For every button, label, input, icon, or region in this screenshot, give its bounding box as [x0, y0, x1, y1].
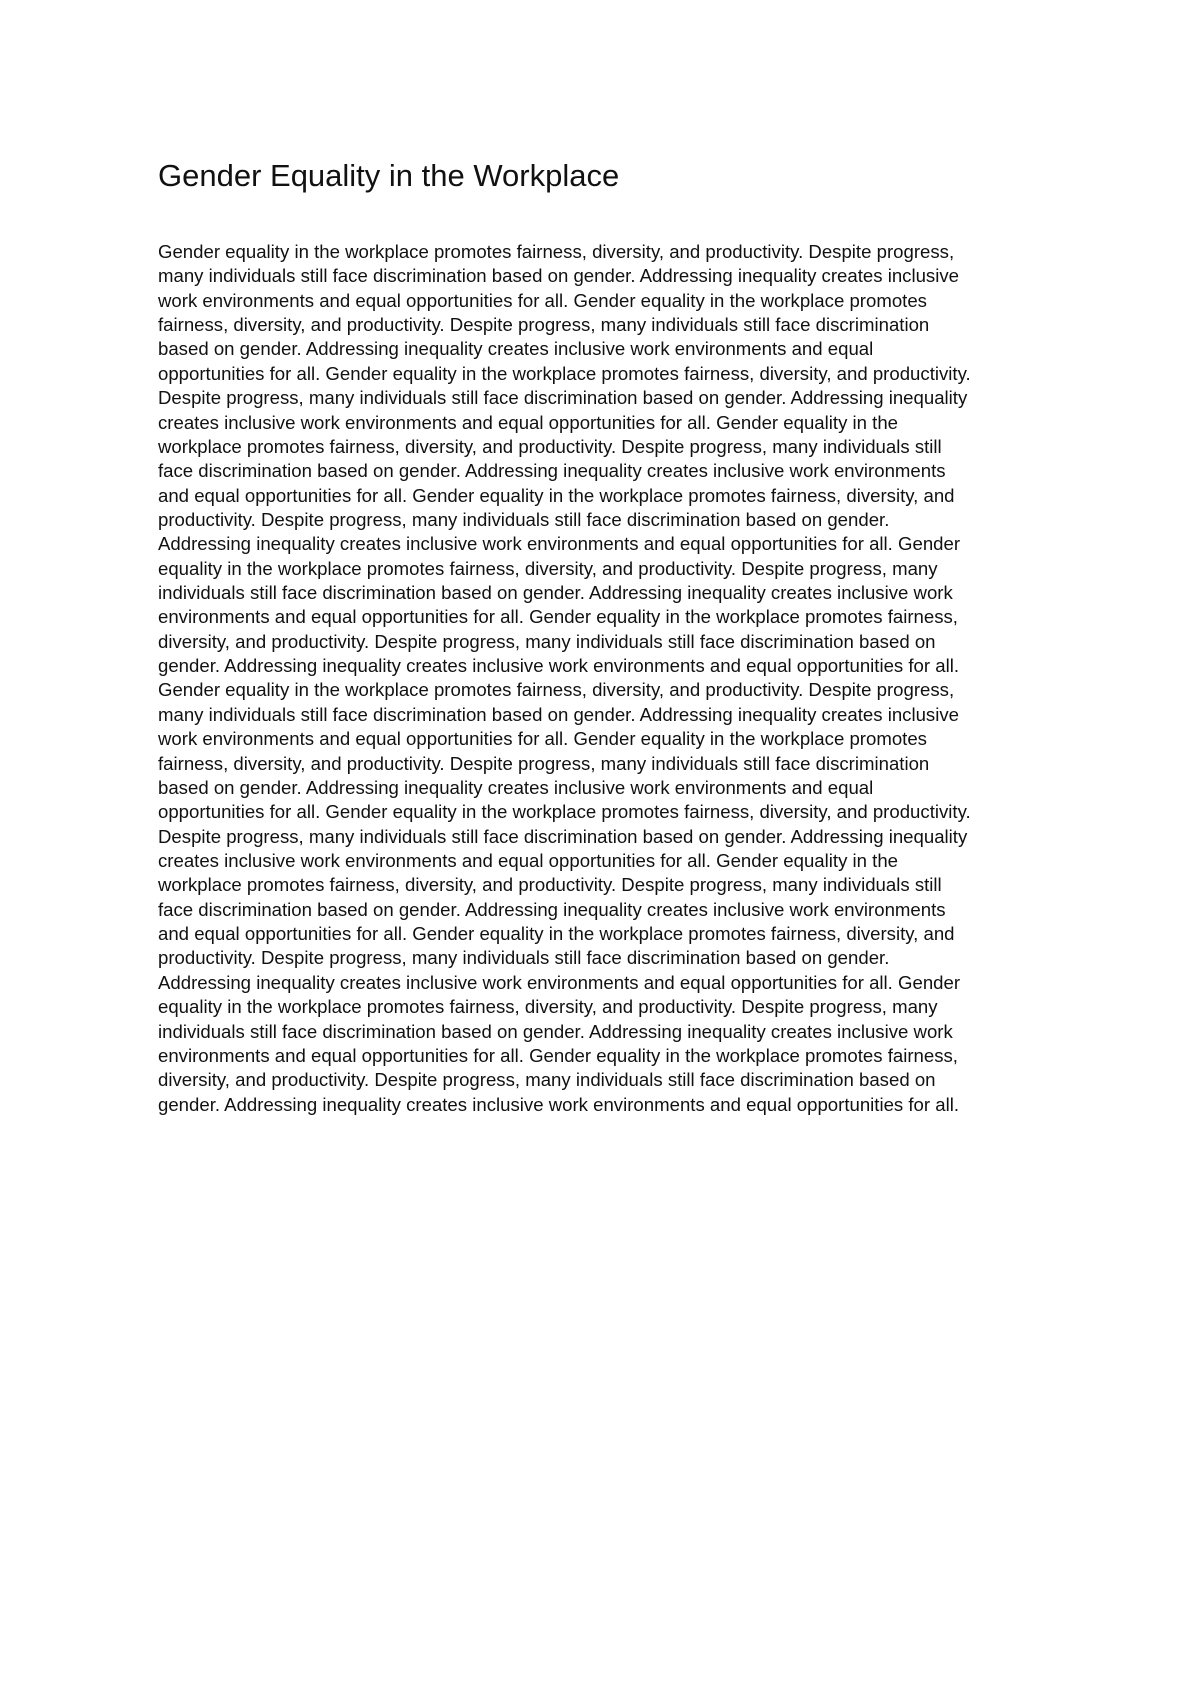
document-body: [158, 240, 1058, 1117]
body-text-line: opportunities for all. Gender equality in the workplace promotes fairness, diversity, and productivity.: [158, 801, 971, 823]
body-text-line: equality in the workplace promotes fairness, diversity, and productivity. Despite progress, many: [158, 557, 938, 579]
body-text-line: gender. Addressing inequality creates inclusive work environments and equal opportunities for all.: [158, 1093, 960, 1115]
body-text-line: fairness, diversity, and productivity. Despite progress, many individuals still face discrimination: [158, 752, 930, 774]
body-text-line: many individuals still face discrimination based on gender. Addressing inequality creates inclusive: [158, 265, 960, 287]
body-text-line: workplace promotes fairness, diversity, and productivity. Despite progress, many individuals still: [158, 874, 942, 896]
body-text-line: individuals still face discrimination based on gender. Addressing inequality creates inclusive work: [158, 582, 953, 604]
body-text-line: Despite progress, many individuals still face discrimination based on gender. Addressing inequality: [158, 825, 968, 847]
body-text-line: productivity. Despite progress, many individuals still face discrimination based on gender.: [158, 508, 890, 530]
body-text-line: Despite progress, many individuals still face discrimination based on gender. Addressing inequality: [158, 387, 968, 409]
body-text-line: fairness, diversity, and productivity. Despite progress, many individuals still face discrimination: [158, 314, 930, 336]
body-text-line: productivity. Despite progress, many individuals still face discrimination based on gender.: [158, 947, 890, 969]
body-text-line: many individuals still face discrimination based on gender. Addressing inequality creates inclusive: [158, 703, 960, 725]
body-text-line: environments and equal opportunities for all. Gender equality in the workplace promotes fairness,: [158, 1044, 958, 1066]
body-text-line: gender. Addressing inequality creates inclusive work environments and equal opportunities for all.: [158, 655, 960, 677]
body-text-line: Gender equality in the workplace promotes fairness, diversity, and productivity. Despite progress,: [158, 679, 955, 701]
body-text-line: opportunities for all. Gender equality in the workplace promotes fairness, diversity, and productivity.: [158, 362, 971, 384]
document-title: Gender Equality in the Workplace: [158, 158, 620, 193]
body-text-line: diversity, and productivity. Despite progress, many individuals still face discrimination based on: [158, 630, 936, 652]
body-text-line: and equal opportunities for all. Gender equality in the workplace promotes fairness, diversity, and: [158, 484, 955, 506]
body-text-line: based on gender. Addressing inequality creates inclusive work environments and equal: [158, 338, 874, 360]
body-text-line: equality in the workplace promotes fairness, diversity, and productivity. Despite progress, many: [158, 996, 938, 1018]
body-text-line: Addressing inequality creates inclusive work environments and equal opportunities for all. Gender: [158, 971, 961, 993]
body-text-line: workplace promotes fairness, diversity, and productivity. Despite progress, many individuals still: [158, 435, 942, 457]
body-text-line: Addressing inequality creates inclusive work environments and equal opportunities for all. Gender: [158, 533, 961, 555]
body-text-line: environments and equal opportunities for all. Gender equality in the workplace promotes fairness,: [158, 606, 958, 628]
body-text-line: work environments and equal opportunities for all. Gender equality in the workplace promotes: [158, 289, 927, 311]
body-text-line: creates inclusive work environments and equal opportunities for all. Gender equality in the: [158, 411, 899, 433]
body-text-line: Gender equality in the workplace promotes fairness, diversity, and productivity. Despite progress,: [158, 241, 955, 262]
body-text-line: and equal opportunities for all. Gender equality in the workplace promotes fairness, diversity, and: [158, 923, 955, 945]
body-text-line: work environments and equal opportunities for all. Gender equality in the workplace promotes: [158, 728, 927, 750]
body-text-line: individuals still face discrimination based on gender. Addressing inequality creates inclusive work: [158, 1020, 953, 1042]
body-text-line: face discrimination based on gender. Addressing inequality creates inclusive work environments: [158, 898, 946, 920]
body-text-line: diversity, and productivity. Despite progress, many individuals still face discrimination based on: [158, 1069, 936, 1091]
body-text-line: based on gender. Addressing inequality creates inclusive work environments and equal: [158, 776, 874, 798]
body-text-line: creates inclusive work environments and equal opportunities for all. Gender equality in the: [158, 849, 899, 871]
body-text-line: face discrimination based on gender. Addressing inequality creates inclusive work environments: [158, 460, 946, 482]
